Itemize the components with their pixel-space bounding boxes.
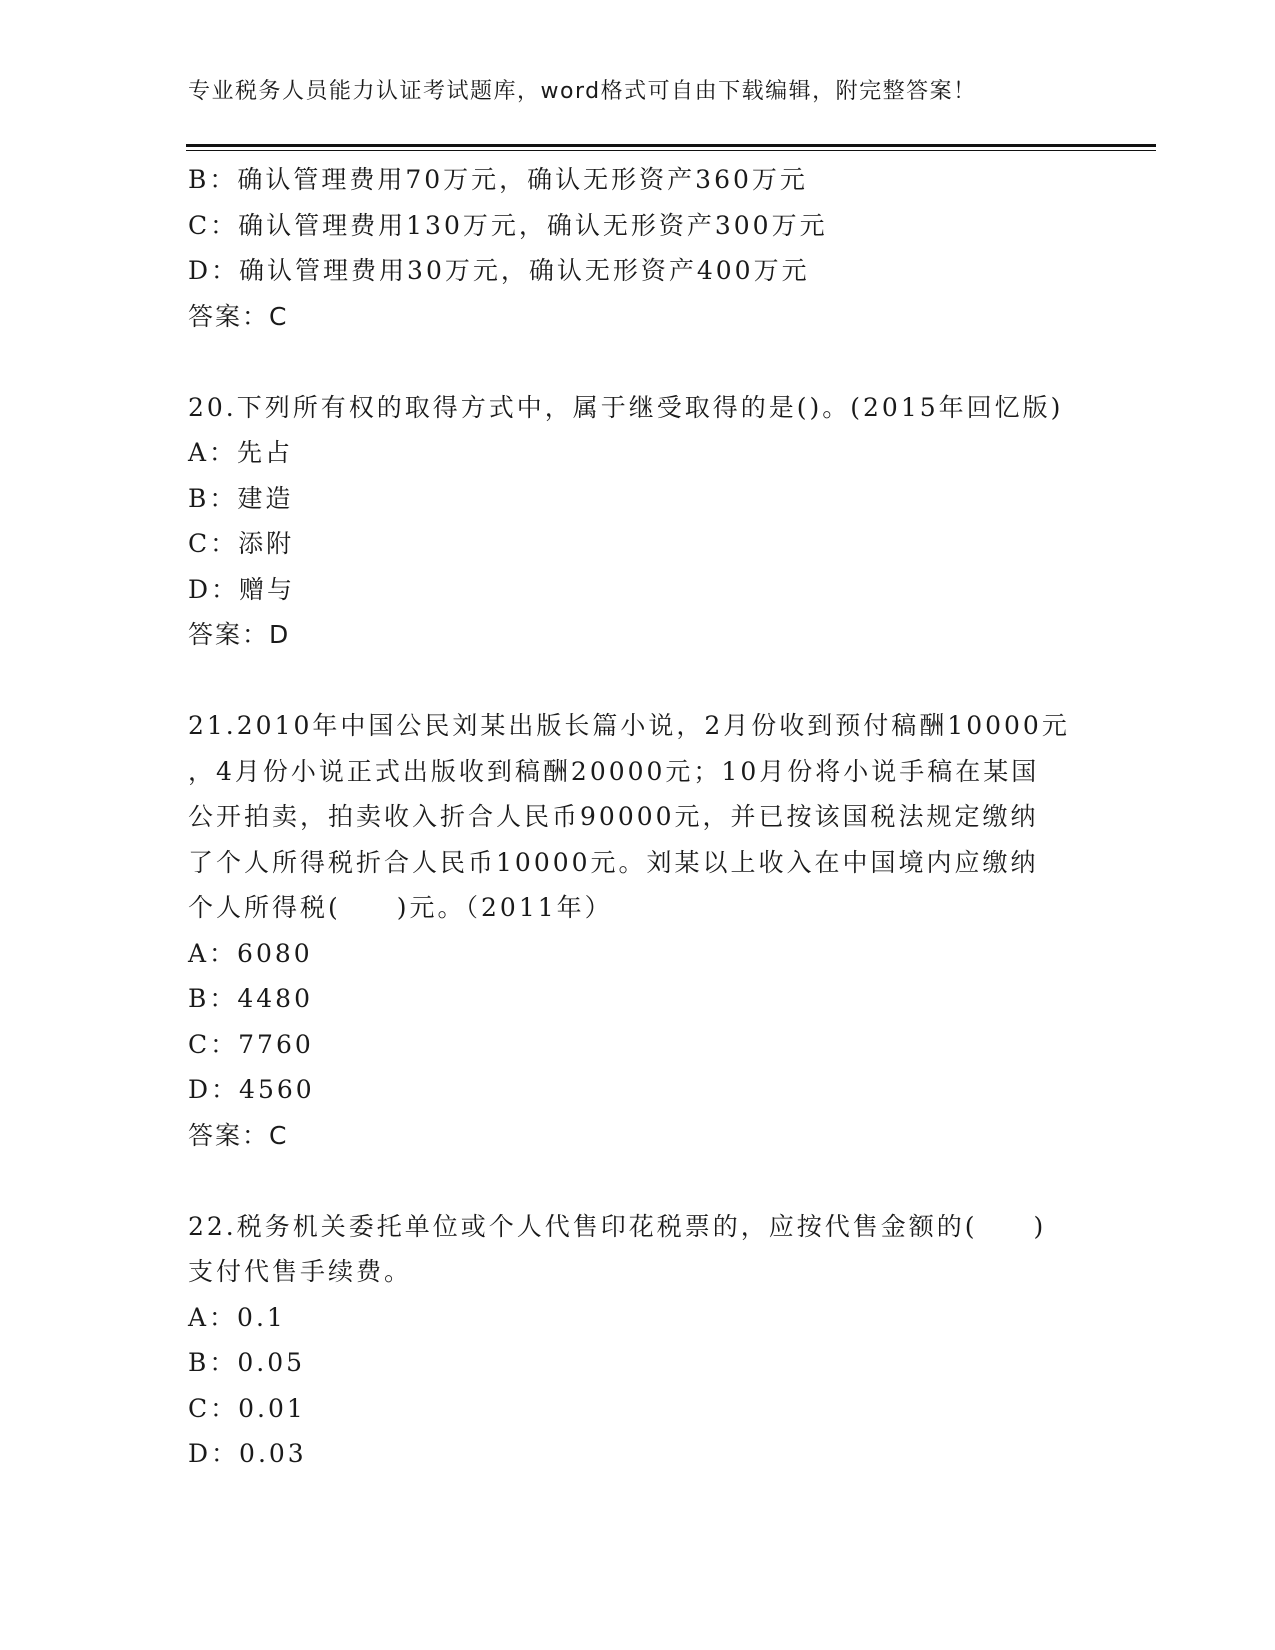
question-stem: 21.2010年中国公民刘某出版长篇小说，2月份收到预付稿酬10000元 <box>188 711 1070 740</box>
question-content <box>188 157 1088 1477</box>
question-stem: 个人所得税( )元。（2011年） <box>188 893 613 922</box>
option-d: D：确认管理费用30万元，确认无形资产400万元 <box>188 256 810 285</box>
question-22 <box>188 1204 1088 1477</box>
question-stem: 公开拍卖，拍卖收入折合人民币90000元，并已按该国税法规定缴纳 <box>188 802 1039 831</box>
option-a: A：0.1 <box>188 1302 286 1332</box>
question-stem: 支付代售手续费。 <box>188 1257 413 1286</box>
question-20 <box>188 385 1088 658</box>
answer-line: 答案：C <box>188 301 289 331</box>
question-21 <box>188 703 1088 1158</box>
page-header: 专业税务人员能力认证考试题库，word格式可自由下载编辑，附完整答案！ <box>188 79 977 104</box>
option-c: C：0.01 <box>188 1393 306 1423</box>
answer-line: 答案：C <box>188 1120 289 1150</box>
continuation-block <box>188 157 1088 339</box>
answer-line: 答案：D <box>188 620 291 649</box>
option-c: C：确认管理费用130万元，确认无形资产300万元 <box>188 210 828 240</box>
option-b: B：建造 <box>188 483 294 513</box>
spacer <box>188 339 1088 385</box>
option-c: C：添附 <box>188 529 295 558</box>
option-d: D：0.03 <box>188 1439 307 1468</box>
option-a: A：先占 <box>188 438 294 467</box>
header-rule-thin <box>186 150 1156 151</box>
option-d: D：赠与 <box>188 574 296 604</box>
option-a: A：6080 <box>188 938 313 968</box>
option-d: D：4560 <box>188 1075 315 1104</box>
question-stem: 22.税务机关委托单位或个人代售印花税票的，应按代售金额的( ) <box>188 1211 1047 1241</box>
spacer <box>188 658 1088 704</box>
option-b: B：4480 <box>188 984 313 1013</box>
question-stem: 20.下列所有权的取得方式中，属于继受取得的是()。(2015年回忆版) <box>188 392 1064 422</box>
spacer <box>188 1158 1088 1204</box>
option-b: B：0.05 <box>188 1348 306 1377</box>
question-stem: 了个人所得税折合人民币10000元。刘某以上收入在中国境内应缴纳 <box>188 847 1039 877</box>
option-b: B：确认管理费用70万元，确认无形资产360万元 <box>188 165 808 194</box>
question-stem: ，4月份小说正式出版收到稿酬20000元；10月份将小说手稿在某国 <box>188 756 1040 786</box>
header-rule-thick <box>186 144 1156 147</box>
option-c: C：7760 <box>188 1029 314 1059</box>
